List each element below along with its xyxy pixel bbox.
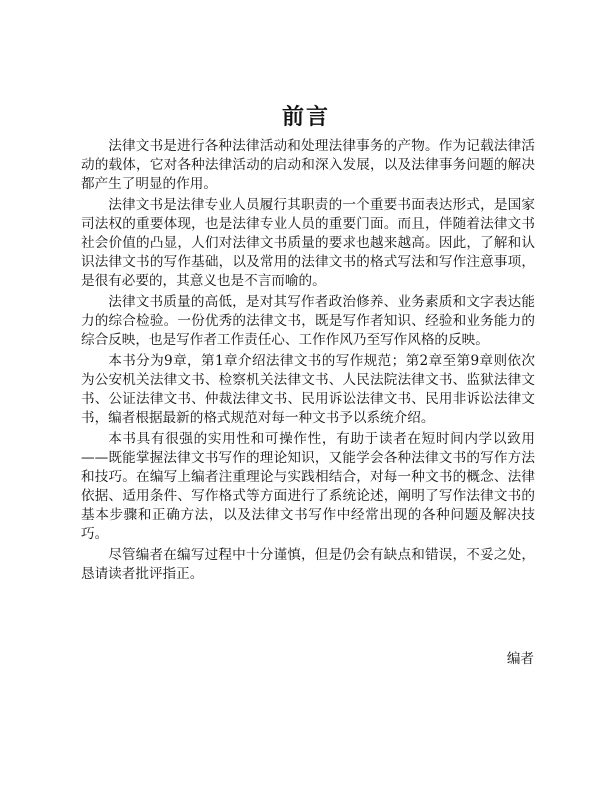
author-signature: 编者	[506, 651, 534, 667]
paragraph-1: 法律文书是进行各种法律活动和处理法律事务的产物。作为记载法律活动的载体，它对各种法律活动的启动和深入发展，以及法律事务问题的解决都产生了明显的作用。	[81, 138, 535, 192]
paragraph-5: 本书具有很强的实用性和可操作性，有助于读者在短时间内学以致用——既能掌握法律文书写作的理论知识，又能学会各种法律文书的写作方法和技巧。在编写上编者注重理论与实践相结合，对每一种文书的概念、法律依据、适用条件、写作格式等方面进行了系统论述，阐明了写作法律文书的基本步骤和正确方法，以及法律文书写作中经常出现的各种问题及解决技巧。	[81, 431, 535, 542]
page-title: 前言	[281, 104, 330, 130]
paragraph-6: 尽管编者在编写过程中十分谨慎，但是仍会有缺点和错误，不妥之处，恳请读者批评指正。	[81, 547, 535, 582]
preface-body	[81, 137, 535, 586]
paragraph-4: 本书分为9章，第1章介绍法律文书的写作规范；第2章至第9章则依次为公安机关法律文书、检察机关法律文书、人民法院法律文书、监狱法律文书、公证法律文书、仲裁法律文书、民用诉讼法律文书、民用非诉讼法律文书，编者根据最新的格式规范对每一种文书予以系统介绍。	[81, 353, 535, 426]
paragraph-3: 法律文书质量的高低，是对其写作者政治修养、业务素质和文字表达能力的综合检验。一份优秀的法律文书，既是写作者知识、经验和业务能力的综合反映，也是写作者工作责任心、工作作风乃至写作风格的反映。	[81, 294, 535, 348]
paragraph-2: 法律文书是法律专业人员履行其职责的一个重要书面表达形式，是国家司法权的重要体现，也是法律专业人员的重要门面。而且，伴随着法律文书社会价值的凸显，人们对法律文书质量的要求也越来越高。因此，了解和认识法律文书的写作基础，以及常用的法律文书的格式写法和写作注意事项，是很有必要的，其意义也是不言而喻的。	[81, 197, 535, 289]
